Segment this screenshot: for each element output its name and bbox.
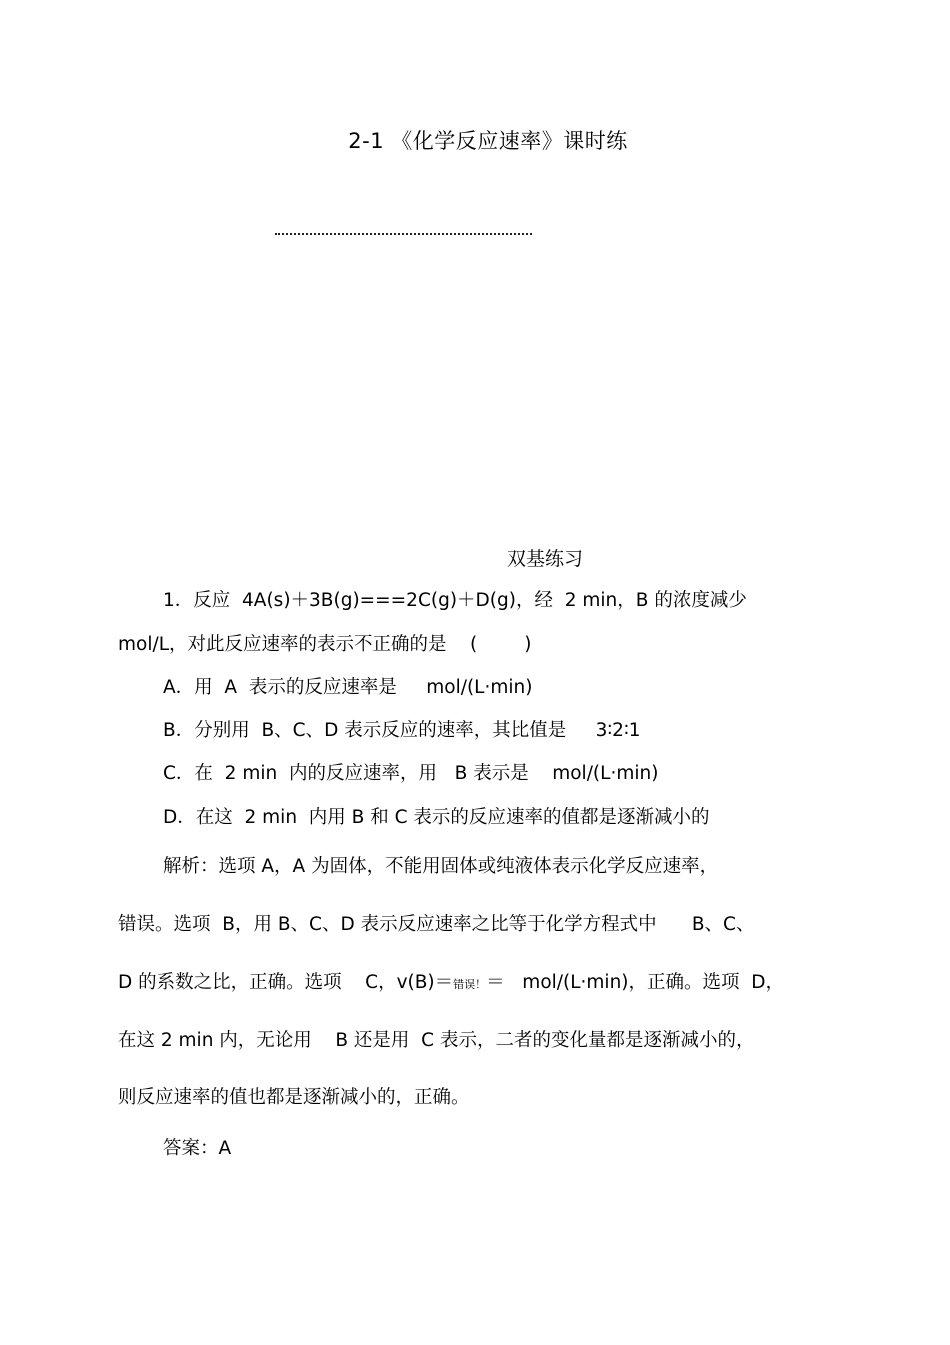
analysis-line-3-pre: D 的系数之比，正确。选项 C，v(B)＝ xyxy=(118,972,454,993)
analysis-line-3-post: ＝ mol/(L·min)，正确。选项 D， xyxy=(486,972,785,993)
option-a: A．用 A 表示的反应速率是 mol/(L·min) xyxy=(163,677,533,698)
dotted-divider xyxy=(275,233,532,235)
option-d: D．在这 2 min 内用 B 和 C 表示的反应速率的值都是逐渐减小的 xyxy=(163,807,710,828)
analysis-line-1: 解析：选项 A，A 为固体，不能用固体或纯液体表示化学反应速率， xyxy=(163,856,719,877)
analysis-line-3 xyxy=(118,970,784,998)
error-marker: 错误！ xyxy=(453,978,487,991)
question-stem-line-2: mol/L，对此反应速率的表示不正确的是 ( ) xyxy=(118,634,532,655)
option-c: C．在 2 min 内的反应速率，用 B 表示是 mol/(L·min) xyxy=(163,763,659,784)
analysis-line-5: 则反应速率的值也都是逐渐减小的，正确。 xyxy=(118,1087,470,1108)
option-b: B．分别用 B、C、D 表示反应的速率，其比值是 3∶2∶1 xyxy=(163,720,641,741)
analysis-line-4: 在这 2 min 内，无论用 B 还是用 C 表示，二者的变化量都是逐渐减小的， xyxy=(118,1030,755,1051)
section-heading: 双基练习 xyxy=(506,548,583,570)
question-stem-line-1: 1．反应 4A(s)＋3B(g)===2C(g)＋D(g)，经 2 min，B 的浓度减少 xyxy=(163,590,747,611)
answer: 答案：A xyxy=(163,1138,232,1159)
document-title: 2-1 《化学反应速率》课时练 xyxy=(348,129,628,153)
analysis-line-2: 错误。选项 B，用 B、C、D 表示反应速率之比等于化学方程式中 B、C、 xyxy=(118,914,755,935)
